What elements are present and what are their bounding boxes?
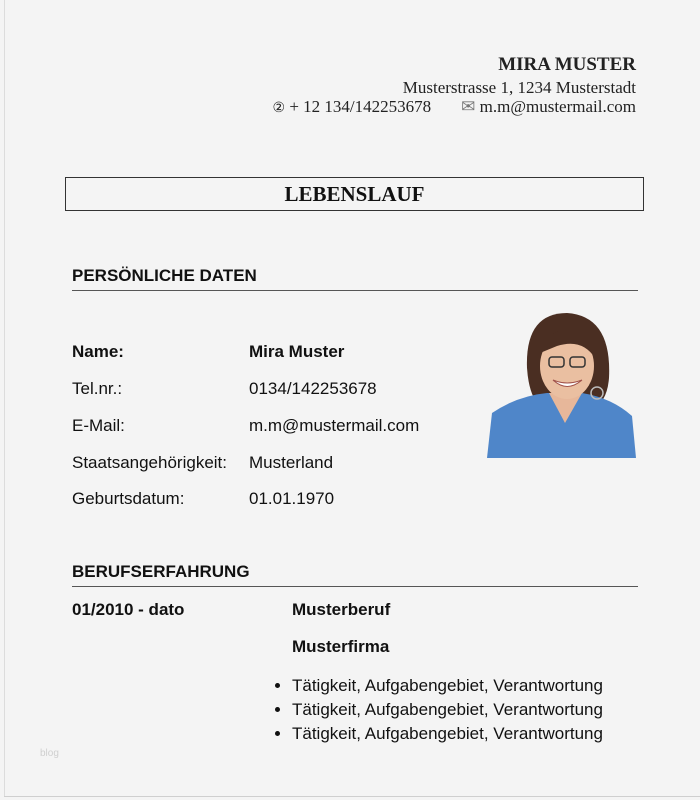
personal-row xyxy=(72,342,345,362)
phone-icon: ② xyxy=(272,101,286,116)
section-heading-experience: BERUFSERFAHRUNG xyxy=(72,562,638,587)
header-email xyxy=(461,97,636,117)
personal-row xyxy=(72,379,377,399)
phone-text: + 12 134/142253678 xyxy=(289,97,432,116)
header-contact xyxy=(273,97,636,117)
watermark: blog xyxy=(40,748,59,759)
row-label: Staatsangehörigkeit: xyxy=(72,453,227,472)
page-edge-bottom xyxy=(4,796,700,797)
list-item: • Tätigkeit, Aufgabengebiet, Verantwortung xyxy=(292,674,603,698)
page-edge-left xyxy=(4,0,5,796)
personal-row xyxy=(72,416,420,436)
row-value: m.m@mustermail.com xyxy=(249,416,420,435)
header-address: Musterstrasse 1, 1234 Musterstadt xyxy=(402,78,636,97)
row-value: 01.01.1970 xyxy=(249,489,335,508)
header-name: MIRA MUSTER xyxy=(498,54,636,75)
profile-photo xyxy=(487,308,636,458)
row-label: Geburtsdatum: xyxy=(72,489,185,508)
row-label: Name: xyxy=(72,342,124,361)
row-label: Tel.nr.: xyxy=(72,379,123,398)
personal-row xyxy=(72,453,334,473)
section-heading-personal: PERSÖNLICHE DATEN xyxy=(72,266,638,291)
list-item: • Tätigkeit, Aufgabengebiet, Verantwortung xyxy=(292,698,603,722)
envelope-icon: ✉ xyxy=(461,97,476,116)
header-phone xyxy=(273,97,432,117)
experience-bullets xyxy=(270,674,603,746)
experience-period: 01/2010 - dato xyxy=(72,600,185,619)
row-value: 0134/142253678 xyxy=(249,379,377,398)
experience-company: Musterfirma xyxy=(292,637,390,656)
list-item: • Tätigkeit, Aufgabengebiet, Verantwortung xyxy=(292,722,603,746)
document-title: LEBENSLAUF xyxy=(65,177,644,211)
email-text: m.m@mustermail.com xyxy=(479,97,636,116)
row-label: E-Mail: xyxy=(72,416,125,435)
row-value: Mira Muster xyxy=(249,342,345,361)
experience-job: Musterberuf xyxy=(292,600,391,619)
personal-row xyxy=(72,489,335,509)
row-value: Musterland xyxy=(249,453,334,472)
